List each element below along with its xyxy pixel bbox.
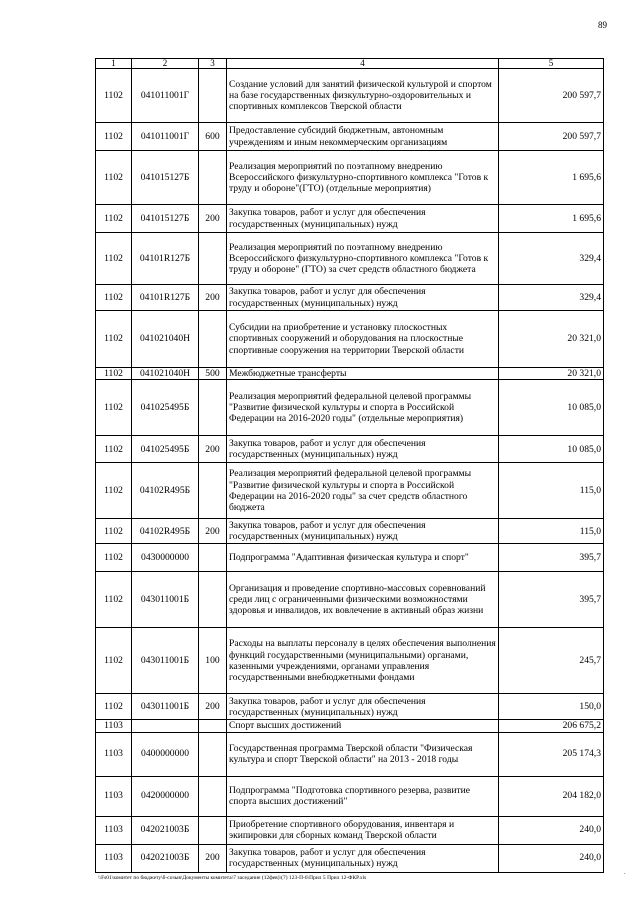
amount: 20 321,0 [499, 311, 604, 368]
expense-type-code [199, 233, 227, 285]
item-name: Закупка товаров, работ и услуг для обеспечения государственных (муниципальных) нужд [227, 436, 499, 463]
target-article-code: 041025495Б [132, 436, 199, 463]
section-code: 1102 [96, 694, 132, 720]
table-header-row [96, 59, 604, 69]
target-article-code: 041015127Б [132, 205, 199, 233]
item-name: Спорт высших достижений [227, 720, 499, 732]
amount: 10 085,0 [499, 436, 604, 463]
header-col-3: 3 [199, 59, 227, 69]
expense-type-code [199, 311, 227, 368]
expense-type-code [199, 732, 227, 776]
amount: 395,7 [499, 544, 604, 572]
section-code: 1102 [96, 285, 132, 311]
expense-type-code [199, 380, 227, 436]
section-code: 1102 [96, 436, 132, 463]
header-col-5: 5 [499, 59, 604, 69]
target-article-code: 0400000000 [132, 732, 199, 776]
table-row [96, 151, 604, 205]
amount: 206 675,2 [499, 720, 604, 732]
expense-type-code [199, 463, 227, 519]
section-code: 1102 [96, 233, 132, 285]
table-row [96, 628, 604, 694]
target-article-code: 0430000000 [132, 544, 199, 572]
table-row [96, 463, 604, 519]
item-name: Реализация мероприятий по поэтапному внедрению Всероссийского физкультурно-спортивного комплекса "Готов к труду и обороне" (ГТО) за счет средств областного бюджета [227, 233, 499, 285]
header-col-4: 4 [227, 59, 499, 69]
section-code: 1102 [96, 519, 132, 544]
table-row [96, 380, 604, 436]
section-code: 1102 [96, 151, 132, 205]
table-row [96, 285, 604, 311]
item-name: Закупка товаров, работ и услуг для обеспечения государственных (муниципальных) нужд [227, 285, 499, 311]
amount: 240,0 [499, 816, 604, 844]
item-name: Реализация мероприятий федеральной целевой программы "Развитие физической культуры и спорта в Российской Федерации на 2016-2020 годы" (отдельные мероприятия) [227, 380, 499, 436]
section-code: 1102 [96, 544, 132, 572]
section-code: 1103 [96, 844, 132, 872]
table-row [96, 816, 604, 844]
expense-type-code: 600 [199, 123, 227, 151]
amount: 1 695,6 [499, 151, 604, 205]
amount: 395,7 [499, 572, 604, 628]
table-row [96, 69, 604, 123]
header-col-1: 1 [96, 59, 132, 69]
expense-type-code: 200 [199, 519, 227, 544]
amount: 115,0 [499, 519, 604, 544]
table-row [96, 368, 604, 380]
amount: 200 597,7 [499, 123, 604, 151]
page-number: 89 [598, 20, 607, 30]
amount: 205 174,3 [499, 732, 604, 776]
section-code: 1102 [96, 123, 132, 151]
table-row [96, 311, 604, 368]
table-row [96, 123, 604, 151]
expense-type-code [199, 151, 227, 205]
item-name: Создание условий для занятий физической культурой и спортом на базе государственных физкультурно-оздоровительных и спортивных комплексов Тверской области [227, 69, 499, 123]
target-article-code: 041021040Н [132, 311, 199, 368]
item-name: Организация и проведение спортивно-массовых соревнований среди лиц с ограниченными физическими возможностями здоровья и инвалидов, их вовлечение в активный образ жизни [227, 572, 499, 628]
table-row [96, 519, 604, 544]
expense-type-code: 200 [199, 694, 227, 720]
section-code: 1102 [96, 572, 132, 628]
target-article-code: 04101R127Б [132, 285, 199, 311]
target-article-code: 043011001Б [132, 694, 199, 720]
item-name: Межбюджетные трансферты [227, 368, 499, 380]
item-name: Реализация мероприятий федеральной целевой программы "Развитие физической культуры и спорта в Российской Федерации на 2016-2020 годы" за счет средств областного бюджета [227, 463, 499, 519]
amount: 200 597,7 [499, 69, 604, 123]
section-code: 1103 [96, 732, 132, 776]
section-code: 1103 [96, 776, 132, 816]
target-article-code: 041025495Б [132, 380, 199, 436]
expense-type-code [199, 544, 227, 572]
expense-type-code [199, 816, 227, 844]
table-row [96, 694, 604, 720]
target-article-code: 0420000000 [132, 776, 199, 816]
table-row [96, 720, 604, 732]
section-code: 1102 [96, 311, 132, 368]
target-article-code: 042021003Б [132, 816, 199, 844]
expense-type-code: 100 [199, 628, 227, 694]
target-article-code: 041011001Г [132, 69, 199, 123]
table-row [96, 572, 604, 628]
margin-mark: · [623, 870, 626, 878]
amount: 10 085,0 [499, 380, 604, 436]
table-row [96, 732, 604, 776]
expense-type-code: 500 [199, 368, 227, 380]
target-article-code: 04102R495Б [132, 519, 199, 544]
table-row [96, 436, 604, 463]
item-name: Закупка товаров, работ и услуг для обеспечения государственных (муниципальных) нужд [227, 844, 499, 872]
item-name: Реализация мероприятий по поэтапному внедрению Всероссийского физкультурно-спортивного комплекса "Готов к труду и обороне"(ГТО) (отдельные мероприятия) [227, 151, 499, 205]
item-name: Подпрограмма "Адаптивная физическая культура и спорт" [227, 544, 499, 572]
item-name: Закупка товаров, работ и услуг для обеспечения государственных (муниципальных) нужд [227, 519, 499, 544]
amount: 20 321,0 [499, 368, 604, 380]
item-name: Государственная программа Тверской области "Физическая культура и спорт Тверской области" на 2013 - 2018 годы [227, 732, 499, 776]
section-code: 1102 [96, 205, 132, 233]
expense-type-code [199, 572, 227, 628]
table-row [96, 205, 604, 233]
section-code: 1102 [96, 380, 132, 436]
item-name: Закупка товаров, работ и услуг для обеспечения государственных (муниципальных) нужд [227, 205, 499, 233]
target-article-code: 041015127Б [132, 151, 199, 205]
section-code: 1103 [96, 816, 132, 844]
table-row [96, 544, 604, 572]
amount: 1 695,6 [499, 205, 604, 233]
section-code: 1103 [96, 720, 132, 732]
expense-type-code [199, 720, 227, 732]
item-name: Приобретение спортивного оборудования, инвентаря и экипировки для сборных команд Тверской области [227, 816, 499, 844]
expense-type-code: 200 [199, 436, 227, 463]
footer-file-path: \\Fs01\комитет по бюджету\б-созыв\Документы комитета\7 заседание (12фeв)\(7) 123-П-6\Прил 5 Прил 12-ФКР.xls [98, 875, 367, 881]
budget-table [95, 58, 604, 873]
target-article-code: 042021003Б [132, 844, 199, 872]
expense-type-code [199, 69, 227, 123]
section-code: 1102 [96, 69, 132, 123]
target-article-code: 043011001Б [132, 628, 199, 694]
expense-type-code: 200 [199, 205, 227, 233]
amount: 240,0 [499, 844, 604, 872]
expense-type-code: 200 [199, 285, 227, 311]
item-name: Подпрограмма "Подготовка спортивного резерва, развитие спорта высших достижений" [227, 776, 499, 816]
target-article-code: 04102R495Б [132, 463, 199, 519]
table-row [96, 233, 604, 285]
target-article-code [132, 720, 199, 732]
amount: 115,0 [499, 463, 604, 519]
target-article-code: 043011001Б [132, 572, 199, 628]
item-name: Предоставление субсидий бюджетным, автономным учреждениям и иным некоммерческим организациям [227, 123, 499, 151]
target-article-code: 041021040Н [132, 368, 199, 380]
amount: 329,4 [499, 233, 604, 285]
target-article-code: 041011001Г [132, 123, 199, 151]
item-name: Закупка товаров, работ и услуг для обеспечения государственных (муниципальных) нужд [227, 694, 499, 720]
table-row [96, 776, 604, 816]
target-article-code: 04101R127Б [132, 233, 199, 285]
expense-type-code [199, 776, 227, 816]
section-code: 1102 [96, 463, 132, 519]
amount: 329,4 [499, 285, 604, 311]
expense-type-code: 200 [199, 844, 227, 872]
item-name: Расходы на выплаты персоналу в целях обеспечения выполнения функций государственными (муниципальными) органами, казенными учреждениями, органами управления государственными внебюджетными фондами [227, 628, 499, 694]
amount: 245,7 [499, 628, 604, 694]
section-code: 1102 [96, 628, 132, 694]
item-name: Субсидии на приобретение и установку плоскостных спортивных сооружений и оборудования на плоскостные спортивные сооружения на территории Тверской области [227, 311, 499, 368]
table-row [96, 844, 604, 872]
header-col-2: 2 [132, 59, 199, 69]
section-code: 1102 [96, 368, 132, 380]
amount: 204 182,0 [499, 776, 604, 816]
amount: 150,0 [499, 694, 604, 720]
